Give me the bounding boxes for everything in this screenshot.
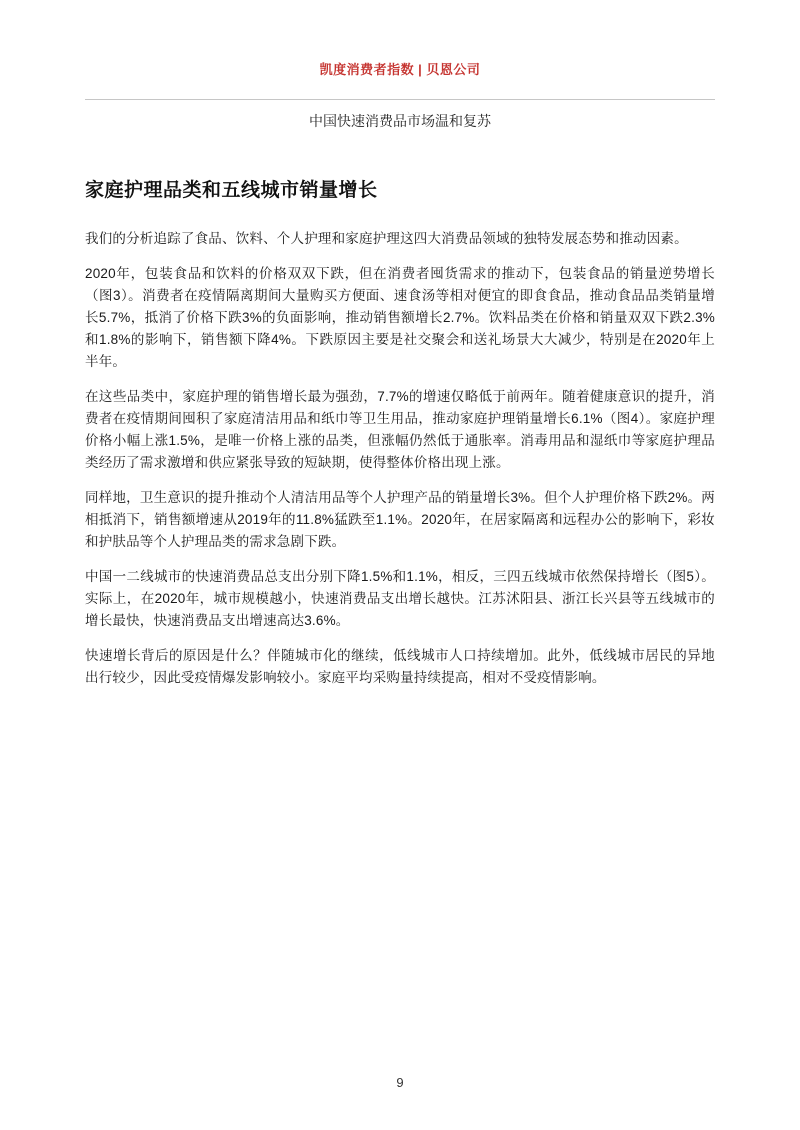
page-header: [85, 62, 715, 130]
header-divider: [85, 99, 715, 100]
paragraph-packaged-food-beverage: 2020年，包装食品和饮料的价格双双下跌，但在消费者囤货需求的推动下，包装食品的销量逆势增长（图3）。消费者在疫情隔离期间大量购买方便面、速食汤等相对便宜的即食食品，推动食品品类销量增长5.7%，抵消了价格下跌3%的负面影响，推动销售额增长2.7%。饮料品类在价格和销量双双下跌2.3%和1.8%的影响下，销售额下降4%。下跌原因主要是社交聚会和送礼场景大大减少，特别是在2020年上半年。: [85, 266, 715, 369]
paragraph-home-care: 在这些品类中，家庭护理的销售增长最为强劲，7.7%的增速仅略低于前两年。随着健康意识的提升，消费者在疫情期间囤积了家庭清洁用品和纸巾等卫生用品，推动家庭护理销量增长6.1%（图4）。家庭护理价格小幅上涨1.5%，是唯一价格上涨的品类，但涨幅仍然低于通胀率。消毒用品和湿纸巾等家庭护理品类经历了需求激增和供应紧张导致的短缺期，使得整体价格出现上涨。: [85, 389, 715, 470]
brand-header: 凯度消费者指数 | 贝恩公司: [319, 62, 481, 77]
article-body: [85, 178, 715, 689]
paragraph-intro: 我们的分析追踪了食品、饮料、个人护理和家庭护理这四大消费品领域的独特发展态势和推动因素。: [85, 231, 688, 246]
paragraph-growth-reasons: 快速增长背后的原因是什么？伴随城市化的继续，低线城市人口持续增加。此外，低线城市居民的异地出行较少，因此受疫情爆发影响较小。家庭平均采购量持续提高，相对不受疫情影响。: [85, 648, 715, 685]
paragraph-personal-care: 同样地，卫生意识的提升推动个人清洁用品等个人护理产品的销量增长3%。但个人护理价格下跌2%。两相抵消下，销售额增速从2019年的11.8%猛跌至1.1%。2020年，在居家隔离和远程办公的影响下，彩妆和护肤品等个人护理品类的需求急剧下跌。: [85, 490, 715, 549]
section-title: 家庭护理品类和五线城市销量增长: [85, 180, 378, 201]
report-title: 中国快速消费品市场温和复苏: [309, 113, 491, 129]
paragraph-city-tiers: 中国一二线城市的快速消费品总支出分别下降1.5%和1.1%，相反，三四五线城市依然保持增长（图5）。实际上，在2020年，城市规模越小，快速消费品支出增长越快。江苏沭阳县、浙江长兴县等五线城市的增长最快，快速消费品支出增速高达3.6%。: [85, 569, 715, 628]
page-number: 9: [396, 1075, 404, 1090]
